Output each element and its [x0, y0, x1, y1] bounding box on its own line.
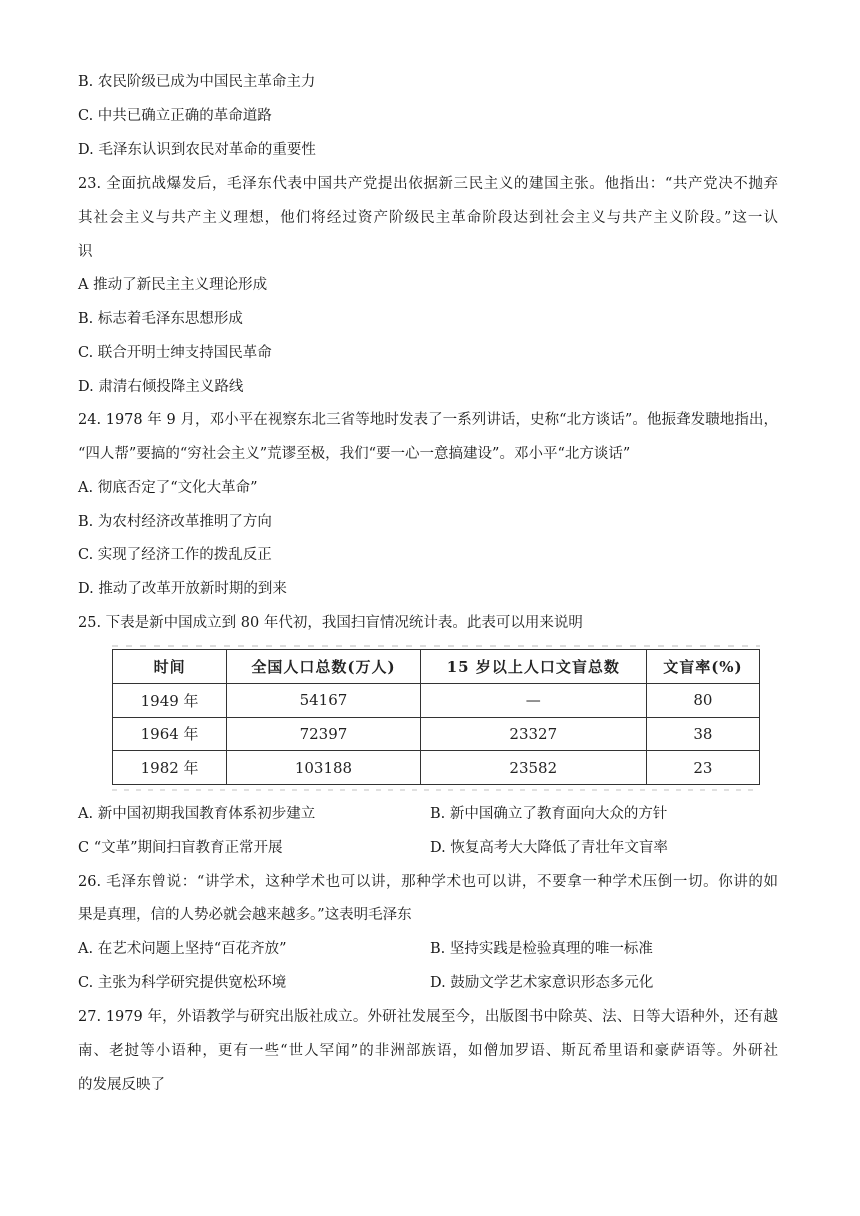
- q22-option-b: B. 农民阶级已成为中国民主革命主力: [78, 74, 316, 90]
- q26-stem-line-1: 26. 毛泽东曾说：“讲学术，这种学术也可以讲，那种学术也可以讲，不要拿一种学术压倒一切。你讲的如: [78, 874, 778, 890]
- q23-option-d: D. 肃清右倾投降主义路线: [78, 379, 244, 395]
- q26-option-b: B. 坚持实践是检验真理的唯一标准: [430, 941, 653, 957]
- table-header-cell: 时间: [113, 650, 227, 684]
- table-cell: 72397: [227, 717, 421, 751]
- q23-option-a: A 推动了新民主主义理论形成: [78, 277, 268, 293]
- q23-stem-line-2: 其社会主义与共产主义理想，他们将经过资产阶级民主革命阶段达到社会主义与共产主义阶段。”这一认: [78, 210, 778, 226]
- q26-option-c: C. 主张为科学研究提供宽松环境: [78, 975, 287, 991]
- q26-option-a: A. 在艺术问题上坚持“百花齐放”: [78, 941, 287, 957]
- table-row: [113, 683, 760, 717]
- q27-stem-line-2: 南、老挝等小语种，更有一些“世人罕闻”的非洲部族语，如僧加罗语、斯瓦希里语和豪萨语等。外研社: [78, 1043, 778, 1059]
- table-header-cell: 全国人口总数(万人): [227, 650, 421, 684]
- table-cell: 54167: [227, 683, 421, 717]
- q26-stem-line-2: 果是真理，信的人势必就会越来越多。”这表明毛泽东: [78, 907, 412, 923]
- q22-option-c: C. 中共已确立正确的革命道路: [78, 108, 272, 124]
- table-row: [113, 751, 760, 785]
- table-cell: 23582: [420, 751, 646, 785]
- q27-stem-line-1: 27. 1979 年，外语教学与研究出版社成立。外研社发展至今，出版图书中除英、法、日等大语种外，还有越: [78, 1009, 778, 1025]
- table-cell: 80: [646, 683, 759, 717]
- q26-option-d: D. 鼓励文学艺术家意识形态多元化: [430, 975, 654, 991]
- q24-option-a: A. 彻底否定了“文化大革命”: [78, 480, 258, 496]
- q24-option-b: B. 为农村经济改革推明了方向: [78, 514, 272, 530]
- q25-option-a: A. 新中国初期我国教育体系初步建立: [78, 806, 316, 822]
- table-header-cell: 15 岁以上人口文盲总数: [420, 650, 646, 684]
- q24-option-d: D. 推动了改革开放新时期的到来: [78, 581, 287, 597]
- q23-stem-line-3: 识: [78, 244, 93, 260]
- table-cell: 23327: [420, 717, 646, 751]
- table-cell: 1949 年: [113, 683, 227, 717]
- table-cell: 1982 年: [113, 751, 227, 785]
- table-header-row: [113, 650, 760, 684]
- q23-option-c: C. 联合开明士绅支持国民革命: [78, 345, 272, 361]
- q25-option-c: C “文革”期间扫盲教育正常开展: [78, 840, 283, 856]
- q24-stem-line-1: 24. 1978 年 9 月，邓小平在视察东北三省等地时发表了一系列讲话，史称“北方谈话”。他振聋发聩地指出，: [78, 412, 778, 428]
- q24-option-c: C. 实现了经济工作的拨乱反正: [78, 547, 272, 563]
- table-cell: 23: [646, 751, 759, 785]
- table-cell: 38: [646, 717, 759, 751]
- q25-option-b: B. 新中国确立了教育面向大众的方针: [430, 806, 668, 822]
- table-cell: 1964 年: [113, 717, 227, 751]
- scan-artifact: [112, 645, 760, 647]
- q27-stem-line-3: 的发展反映了: [78, 1077, 165, 1093]
- q22-option-d: D. 毛泽东认识到农民对革命的重要性: [78, 142, 316, 158]
- q23-stem-line-1: 23. 全面抗战爆发后，毛泽东代表中国共产党提出依据新三民主义的建国主张。他指出：“共产党决不抛弃: [78, 176, 778, 192]
- q24-stem-line-2: “四人帮”要搞的“穷社会主义”荒谬至极，我们“要一心一意搞建设”。邓小平“北方谈话”: [78, 446, 631, 462]
- q25-stem-line-1: 25. 下表是新中国成立到 80 年代初，我国扫盲情况统计表。此表可以用来说明: [78, 615, 583, 631]
- literacy-stats-table: [112, 649, 762, 787]
- scan-artifact: [112, 789, 760, 791]
- table-row: [113, 717, 760, 751]
- q23-option-b: B. 标志着毛泽东思想形成: [78, 311, 243, 327]
- table-cell: 103188: [227, 751, 421, 785]
- stats-table: [112, 649, 760, 785]
- q25-option-d: D. 恢复高考大大降低了青壮年文盲率: [430, 840, 668, 856]
- table-cell: —: [420, 683, 646, 717]
- table-header-cell: 文盲率(%): [646, 650, 759, 684]
